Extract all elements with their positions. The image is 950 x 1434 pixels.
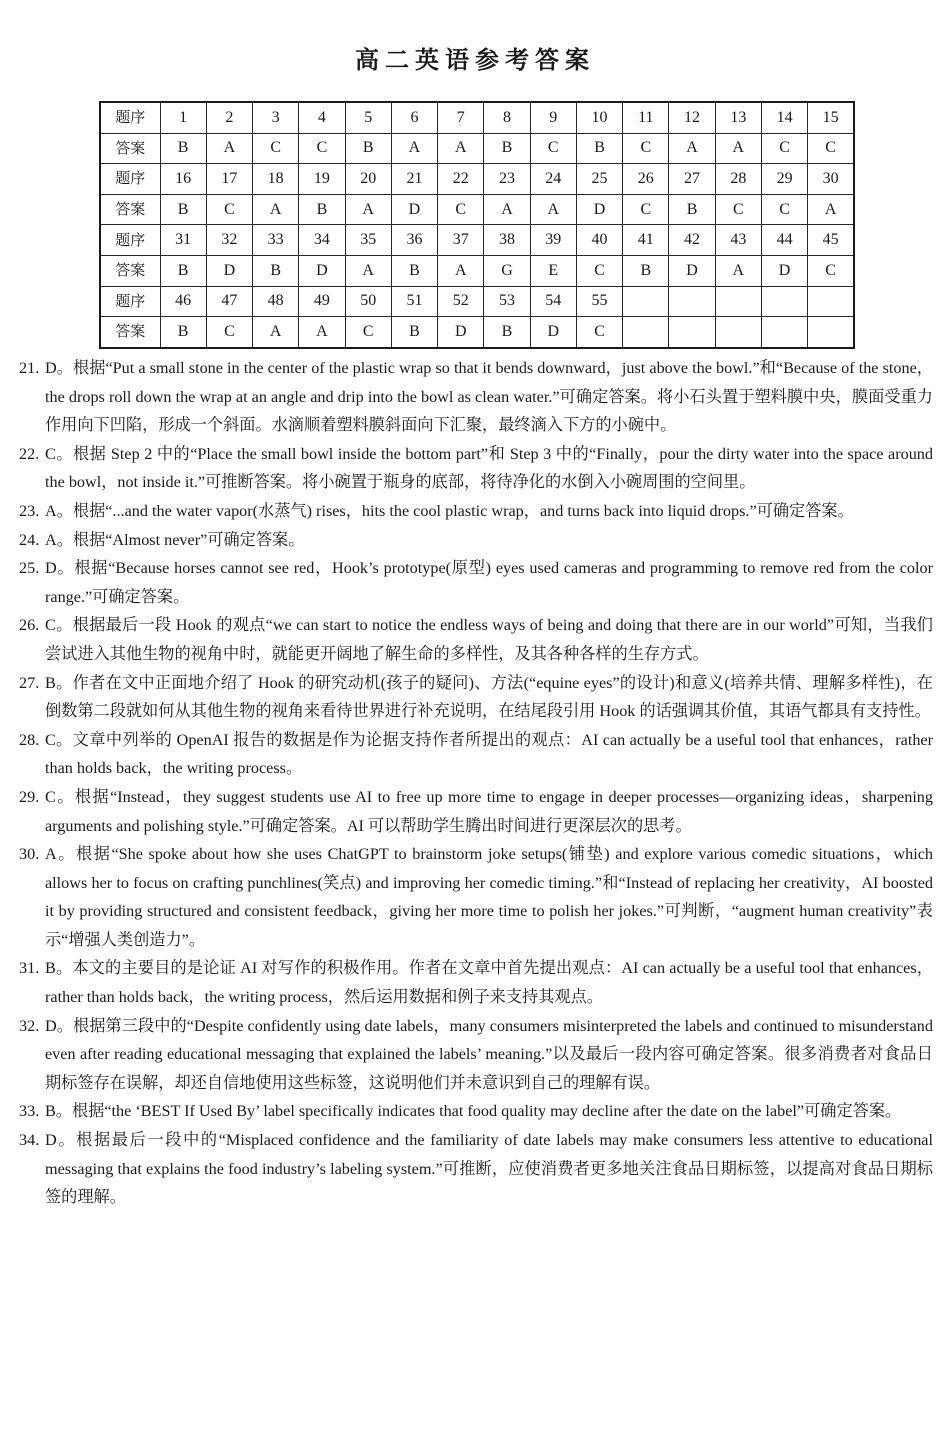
- table-cell: 24: [530, 164, 576, 195]
- table-cell: 8: [484, 102, 530, 133]
- table-cell: 32: [206, 225, 252, 256]
- table-cell: 15: [808, 102, 854, 133]
- table-cell: 36: [391, 225, 437, 256]
- table-cell: 19: [299, 164, 345, 195]
- table-cell: D: [438, 317, 484, 348]
- table-row: [100, 255, 854, 286]
- table-cell: C: [253, 133, 299, 164]
- explanation-text: A。根据“Almost never”可确定答案。: [45, 530, 305, 549]
- table-cell: [808, 317, 854, 348]
- row-label: 题序: [100, 164, 160, 195]
- table-cell: 23: [484, 164, 530, 195]
- table-cell: 7: [438, 102, 484, 133]
- question-number: 30.: [19, 845, 40, 864]
- explanation-text: A。根据“...and the water vapor(水蒸气) rises，hits the cool plastic wrap，and turns back into liquid drops.”可确定答案。: [45, 501, 854, 520]
- table-cell: 53: [484, 286, 530, 317]
- table-cell: 25: [576, 164, 622, 195]
- table-cell: [669, 317, 715, 348]
- table-cell: 13: [715, 102, 761, 133]
- explanation-item: [19, 726, 933, 783]
- table-cell: 45: [808, 225, 854, 256]
- table-cell: 54: [530, 286, 576, 317]
- row-label: 题序: [100, 225, 160, 256]
- table-cell: A: [484, 194, 530, 225]
- table-cell: 37: [438, 225, 484, 256]
- table-row: [100, 164, 854, 195]
- explanation-item: [19, 954, 933, 1011]
- table-cell: C: [761, 194, 807, 225]
- table-cell: 49: [299, 286, 345, 317]
- table-cell: 44: [761, 225, 807, 256]
- explanation-text: B。作者在文中正面地介绍了 Hook 的研究动机(孩子的疑问)、方法(“equine eyes”的设计)和意义(培养共情、理解多样性)，在倒数第二段就如何从其他生物的视角来看待世界进行补充说明，在结尾段引用 Hook 的话强调其价值，其语气都具有支持性。: [45, 673, 933, 721]
- table-cell: C: [299, 133, 345, 164]
- table-cell: B: [669, 194, 715, 225]
- explanation-text: D。根据“Because horses cannot see red，Hook’s prototype(原型) eyes used cameras and programming to remove red from the color range.”可确定答案。: [45, 559, 933, 606]
- table-row: [100, 102, 854, 133]
- table-cell: 2: [206, 102, 252, 133]
- question-number: 32.: [19, 1016, 40, 1035]
- table-cell: 40: [576, 225, 622, 256]
- table-cell: A: [438, 255, 484, 286]
- table-cell: D: [761, 255, 807, 286]
- table-cell: C: [715, 194, 761, 225]
- page-title: 高二英语参考答案: [355, 46, 595, 74]
- explanation-text: B。根据“the ‘BEST If Used By’ label specifically indicates that food quality may decline after the date on the label”可确定答案。: [45, 1102, 902, 1121]
- table-cell: 4: [299, 102, 345, 133]
- table-cell: B: [484, 317, 530, 348]
- question-number: 23.: [19, 501, 40, 520]
- table-cell: 41: [623, 225, 669, 256]
- table-cell: 46: [160, 286, 206, 317]
- explanation-text: C。根据 Step 2 中的“Place the small bowl inside the bottom part”和 Step 3 中的“Finally，pour the dirty water into the space around the bowl，not inside it.”可推断答案。将小碗置于瓶身的底部，将待净化的水倒入小碗周围的空间里。: [45, 444, 933, 492]
- question-number: 25.: [19, 559, 40, 578]
- table-cell: C: [530, 133, 576, 164]
- table-cell: D: [206, 255, 252, 286]
- answer-table: [99, 101, 855, 349]
- table-cell: [715, 317, 761, 348]
- table-cell: A: [345, 194, 391, 225]
- explanation-text: B。本文的主要目的是论证 AI 对写作的积极作用。作者在文章中首先提出观点：AI can actually be a useful tool that enhances，rather than holds back，the writing process，然后运用数据和例子来支持其观点。: [45, 959, 933, 1007]
- table-cell: C: [206, 194, 252, 225]
- table-row: [100, 194, 854, 225]
- explanation-text: C。文章中列举的 OpenAI 报告的数据是作为论据支持作者所提出的观点：AI can actually be a useful tool that enhances，rather than holds back，the writing process。: [45, 730, 933, 778]
- question-number: 24.: [19, 530, 40, 549]
- explanation-item: [19, 1097, 933, 1126]
- table-cell: 20: [345, 164, 391, 195]
- explanation-item: [19, 669, 933, 726]
- table-cell: A: [438, 133, 484, 164]
- explanation-item: [19, 1126, 933, 1212]
- table-row: [100, 286, 854, 317]
- table-cell: A: [345, 255, 391, 286]
- table-cell: 39: [530, 225, 576, 256]
- table-cell: 30: [808, 164, 854, 195]
- table-cell: 42: [669, 225, 715, 256]
- table-cell: C: [206, 317, 252, 348]
- table-cell: D: [530, 317, 576, 348]
- table-cell: 16: [160, 164, 206, 195]
- explanation-item: [19, 783, 933, 840]
- explanations: [19, 354, 933, 1212]
- explanation-text: C。根据最后一段 Hook 的观点“we can start to notice the endless ways of being and doing that there are in our world”可知，当我们尝试进入其他生物的视角中时，就能更开阔地了解生命的多样性，及其各种各样的生存方式。: [45, 616, 933, 663]
- table-cell: C: [761, 133, 807, 164]
- table-cell: A: [715, 133, 761, 164]
- table-cell: [669, 286, 715, 317]
- table-cell: 35: [345, 225, 391, 256]
- table-cell: A: [253, 194, 299, 225]
- table-cell: 1: [160, 102, 206, 133]
- table-row: [100, 225, 854, 256]
- table-cell: [715, 286, 761, 317]
- table-cell: 55: [576, 286, 622, 317]
- table-cell: 50: [345, 286, 391, 317]
- question-number: 22.: [19, 444, 40, 463]
- table-cell: 12: [669, 102, 715, 133]
- table-cell: 22: [438, 164, 484, 195]
- explanation-item: [19, 1012, 933, 1098]
- table-cell: G: [484, 255, 530, 286]
- table-cell: B: [576, 133, 622, 164]
- table-cell: B: [391, 255, 437, 286]
- row-label: 题序: [100, 286, 160, 317]
- table-cell: [808, 286, 854, 317]
- table-cell: 34: [299, 225, 345, 256]
- table-cell: 52: [438, 286, 484, 317]
- table-cell: C: [623, 194, 669, 225]
- table-cell: 43: [715, 225, 761, 256]
- table-cell: A: [808, 194, 854, 225]
- explanation-text: D。根据“Put a small stone in the center of the plastic wrap so that it bends downward，just above the bowl.”和“Because of the stone，the drops roll down the wrap at an angle and drip into the bowl as clean water.”可确定答案。将小石头置于塑料膜中央，膜面受重力作用向下凹陷，形成一个斜面。水滴顺着塑料膜斜面向下汇聚，最终滴入下方的小碗中。: [45, 359, 933, 435]
- explanation-item: [19, 840, 933, 954]
- table-cell: B: [299, 194, 345, 225]
- question-number: 21.: [19, 359, 40, 377]
- explanation-item: [19, 440, 933, 497]
- table-cell: 17: [206, 164, 252, 195]
- table-cell: B: [160, 194, 206, 225]
- table-cell: 38: [484, 225, 530, 256]
- table-cell: A: [206, 133, 252, 164]
- question-number: 31.: [19, 959, 40, 978]
- explanation-item: [19, 526, 933, 555]
- table-cell: A: [669, 133, 715, 164]
- question-number: 28.: [19, 730, 40, 749]
- table-cell: A: [530, 194, 576, 225]
- table-cell: [761, 317, 807, 348]
- table-cell: [623, 317, 669, 348]
- row-label: 题序: [100, 102, 160, 133]
- table-row: [100, 133, 854, 164]
- table-cell: C: [438, 194, 484, 225]
- explanation-item: [19, 497, 933, 526]
- explanation-item: [19, 611, 933, 668]
- table-cell: B: [391, 317, 437, 348]
- table-row: [100, 317, 854, 348]
- table-cell: A: [391, 133, 437, 164]
- table-cell: [623, 286, 669, 317]
- table-cell: B: [160, 255, 206, 286]
- table-cell: A: [299, 317, 345, 348]
- explanation-item: [19, 354, 933, 440]
- question-number: 33.: [19, 1102, 40, 1121]
- table-cell: 33: [253, 225, 299, 256]
- table-cell: 5: [345, 102, 391, 133]
- table-cell: C: [808, 255, 854, 286]
- row-label: 答案: [100, 133, 160, 164]
- table-cell: B: [623, 255, 669, 286]
- table-cell: C: [808, 133, 854, 164]
- table-cell: 51: [391, 286, 437, 317]
- table-cell: B: [160, 317, 206, 348]
- row-label: 答案: [100, 194, 160, 225]
- table-cell: C: [576, 317, 622, 348]
- explanation-text: C。根据“Instead，they suggest students use AI to free up more time to engage in deeper processes—organizing ideas，sharpening arguments and polishing style.”可确定答案。AI 可以帮助学生腾出时间进行更深层次的思考。: [45, 787, 933, 835]
- table-cell: C: [345, 317, 391, 348]
- explanation-text: D。根据最后一段中的“Misplaced confidence and the familiarity of date labels may make consumers less attentive to educational messaging that explains the food industry’s labeling system.”可推断，应使消费者更多地关注食品日期标签，以提高对食品日期标签的理解。: [45, 1131, 933, 1207]
- row-label: 答案: [100, 317, 160, 348]
- question-number: 29.: [19, 787, 40, 806]
- table-cell: 28: [715, 164, 761, 195]
- table-cell: 47: [206, 286, 252, 317]
- table-cell: B: [160, 133, 206, 164]
- table-cell: 10: [576, 102, 622, 133]
- table-cell: 18: [253, 164, 299, 195]
- table-cell: A: [253, 317, 299, 348]
- table-cell: 11: [623, 102, 669, 133]
- table-cell: 48: [253, 286, 299, 317]
- row-label: 答案: [100, 255, 160, 286]
- table-cell: D: [299, 255, 345, 286]
- table-cell: 14: [761, 102, 807, 133]
- table-cell: 21: [391, 164, 437, 195]
- question-number: 34.: [19, 1131, 40, 1150]
- table-cell: E: [530, 255, 576, 286]
- explanation-item: [19, 554, 933, 611]
- table-cell: D: [669, 255, 715, 286]
- table-cell: A: [715, 255, 761, 286]
- table-cell: 3: [253, 102, 299, 133]
- table-cell: 6: [391, 102, 437, 133]
- table-cell: 9: [530, 102, 576, 133]
- explanation-text: D。根据第三段中的“Despite confidently using date labels，many consumers misinterpreted the labels and continued to misunderstand even after reading educational messaging that explained the labels’ meaning.”以及最后一段内容可确定答案。很多消费者对食品日期标签存在误解，却还自信地使用这些标签，这说明他们并未意识到自己的理解有误。: [45, 1016, 933, 1092]
- table-cell: C: [576, 255, 622, 286]
- table-cell: 31: [160, 225, 206, 256]
- table-cell: 29: [761, 164, 807, 195]
- question-number: 26.: [19, 616, 40, 635]
- table-cell: C: [623, 133, 669, 164]
- table-cell: B: [484, 133, 530, 164]
- table-cell: 27: [669, 164, 715, 195]
- table-cell: D: [576, 194, 622, 225]
- table-cell: 26: [623, 164, 669, 195]
- table-cell: B: [345, 133, 391, 164]
- table-cell: D: [391, 194, 437, 225]
- question-number: 27.: [19, 673, 40, 692]
- table-cell: [761, 286, 807, 317]
- table-cell: B: [253, 255, 299, 286]
- explanation-text: A。根据“She spoke about how she uses ChatGPT to brainstorm joke setups(铺垫) and explore various comedic situations，which allows her to focus on crafting punchlines(笑点) and improving her comedic timing.”和“Instead of replacing her creativity，AI boosted it by providing structured and consistent feedback，giving her more time to polish her jokes.”可判断，“augment human creativity”表示“增强人类创造力”。: [45, 845, 933, 949]
